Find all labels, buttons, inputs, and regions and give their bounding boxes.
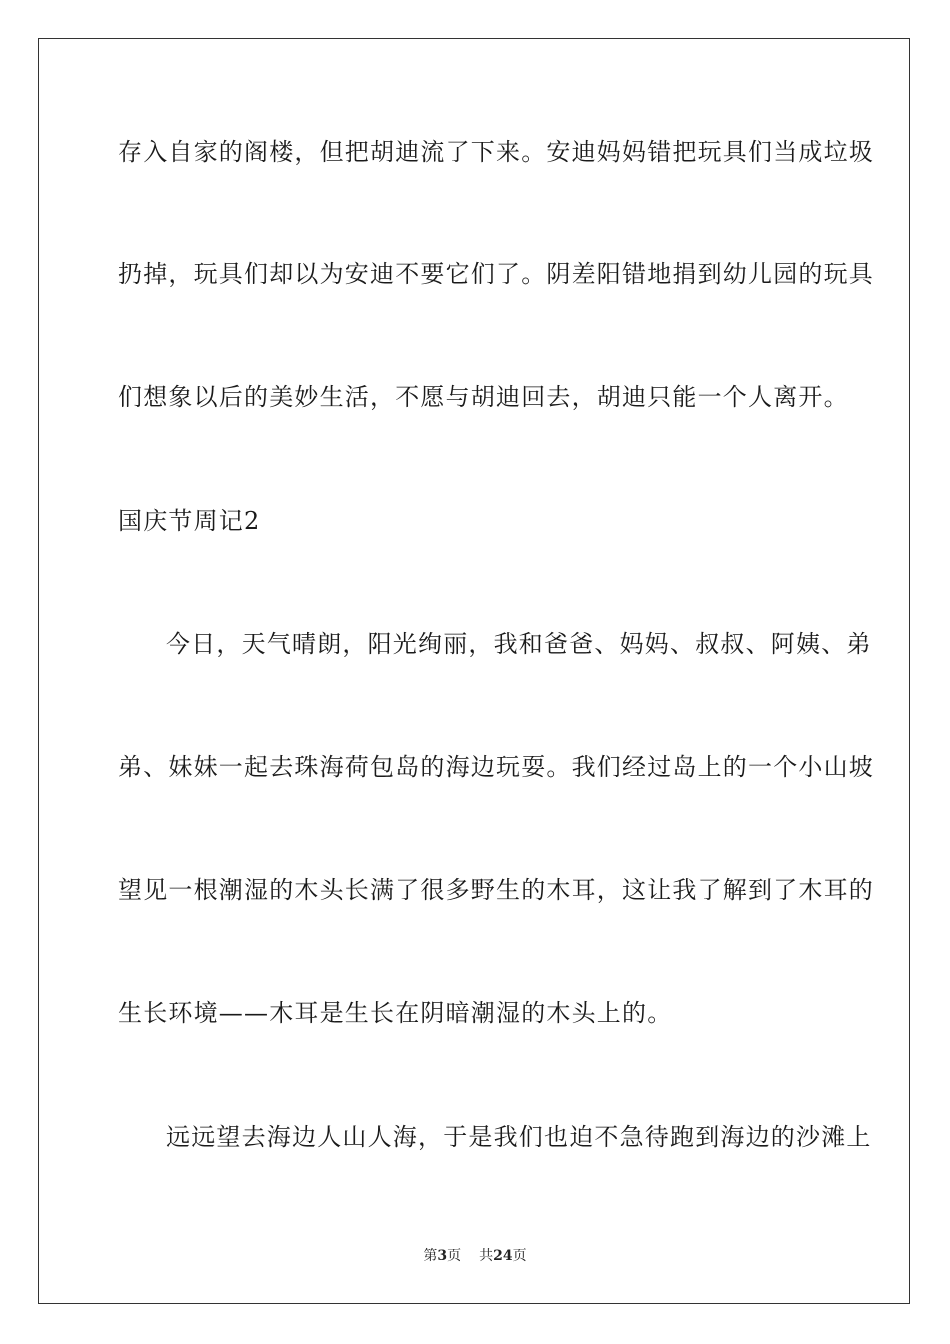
total-pages: 24 — [493, 1248, 513, 1264]
paragraph-line-1: 存入自家的阁楼，但把胡迪流了下来。安迪妈妈错把玩具们当成垃圾 — [118, 138, 874, 166]
page-prefix: 第 — [423, 1248, 438, 1264]
total-prefix: 共 — [479, 1248, 494, 1264]
paragraph-line-4: 今日，天气晴朗，阳光绚丽，我和爸爸、妈妈、叔叔、阿姨、弟 — [166, 630, 872, 658]
paragraph-line-7: 生长环境——木耳是生长在阴暗潮湿的木头上的。 — [118, 999, 673, 1027]
page-border — [38, 38, 910, 1304]
paragraph-line-3: 们想象以后的美妙生活，不愿与胡迪回去，胡迪只能一个人离开。 — [118, 383, 849, 411]
page-number: 3 — [437, 1248, 448, 1264]
paragraph-line-8: 远远望去海边人山人海，于是我们也迫不急待跑到海边的沙滩上 — [166, 1123, 872, 1151]
paragraph-line-5: 弟、妹妹一起去珠海荷包岛的海边玩耍。我们经过岛上的一个小山坡 — [118, 753, 874, 781]
section-heading: 国庆节周记2 — [118, 507, 261, 535]
page-suffix: 页 — [447, 1248, 462, 1264]
paragraph-line-2: 扔掉，玩具们却以为安迪不要它们了。阴差阳错地捐到幼儿园的玩具 — [118, 260, 874, 288]
page-footer — [0, 1246, 950, 1266]
total-suffix: 页 — [512, 1248, 527, 1264]
paragraph-line-6: 望见一根潮湿的木头长满了很多野生的木耳，这让我了解到了木耳的 — [118, 876, 874, 904]
